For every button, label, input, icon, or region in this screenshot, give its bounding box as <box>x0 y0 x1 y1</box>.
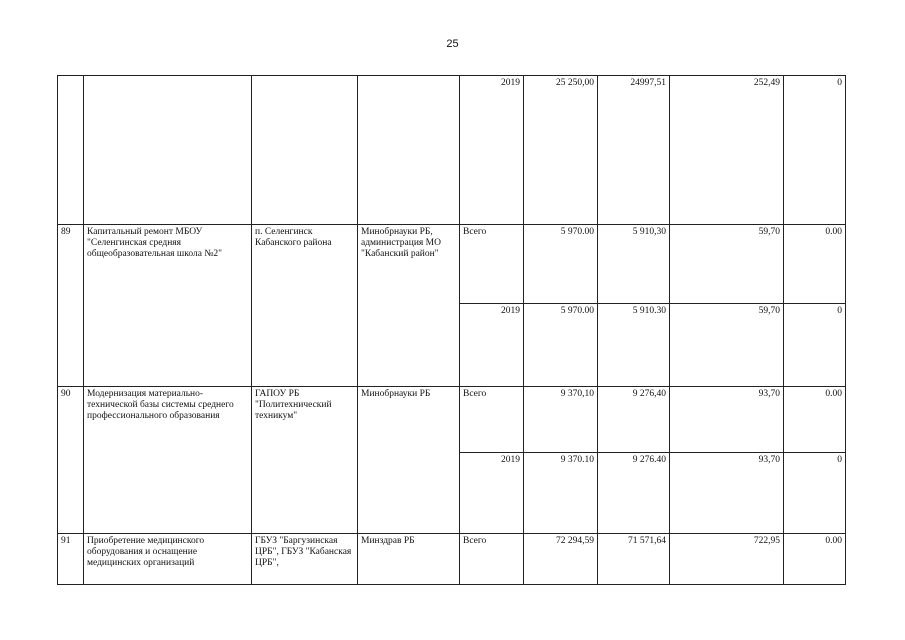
cell-regional: 59,70 <box>670 304 784 387</box>
cell-period: Всего <box>460 225 524 304</box>
cell-num: 89 <box>58 225 84 387</box>
table-row-89 <box>58 225 846 304</box>
cell-total: 5 970.00 <box>524 225 598 304</box>
cell-local: 0 <box>784 304 846 387</box>
cell-local: 0 <box>784 76 846 225</box>
cell-period: 2019 <box>460 76 524 225</box>
table-row-continuation <box>58 76 846 225</box>
cell-federal: 71 571,64 <box>598 534 670 585</box>
cell-responsible: Минобрнауки РБ <box>358 387 460 534</box>
cell-num <box>58 76 84 225</box>
table-row-91 <box>58 534 846 585</box>
cell-local: 0.00 <box>784 387 846 453</box>
cell-responsible: Минобрнауки РБ, администрация МО "Кабанский район" <box>358 225 460 387</box>
cell-name <box>84 76 252 225</box>
cell-total: 9 370,10 <box>524 387 598 453</box>
cell-local: 0.00 <box>784 534 846 585</box>
cell-regional: 722,95 <box>670 534 784 585</box>
cell-responsible: Минздрав РБ <box>358 534 460 585</box>
budget-table <box>57 75 846 585</box>
table-row-90 <box>58 387 846 453</box>
cell-num: 90 <box>58 387 84 534</box>
cell-name: Приобретение медицинского оборудования и оснащение медицинских организаций <box>84 534 252 585</box>
cell-period: 2019 <box>460 304 524 387</box>
cell-local: 0 <box>784 453 846 534</box>
cell-total: 72 294,59 <box>524 534 598 585</box>
cell-period: Всего <box>460 387 524 453</box>
cell-local: 0.00 <box>784 225 846 304</box>
cell-federal: 9 276,40 <box>598 387 670 453</box>
cell-location: ГБУЗ "Баргузинская ЦРБ", ГБУЗ "Кабанская ЦРБ", <box>252 534 358 585</box>
cell-regional: 93,70 <box>670 387 784 453</box>
cell-total: 5 970.00 <box>524 304 598 387</box>
page-number: 25 <box>446 38 459 50</box>
cell-location: ГАПОУ РБ "Политехнический техникум" <box>252 387 358 534</box>
cell-responsible <box>358 76 460 225</box>
cell-federal: 5 910.30 <box>598 304 670 387</box>
cell-regional: 93,70 <box>670 453 784 534</box>
cell-period: Всего <box>460 534 524 585</box>
cell-period: 2019 <box>460 453 524 534</box>
cell-total: 25 250,00 <box>524 76 598 225</box>
cell-location <box>252 76 358 225</box>
cell-name: Модернизация материально-технической базы системы среднего профессионального образования <box>84 387 252 534</box>
cell-name: Капитальный ремонт МБОУ "Селенгинская средняя общеобразовательная школа №2" <box>84 225 252 387</box>
cell-total: 9 370.10 <box>524 453 598 534</box>
cell-location: п. Селенгинск Кабанского района <box>252 225 358 387</box>
cell-regional: 252,49 <box>670 76 784 225</box>
cell-regional: 59,70 <box>670 225 784 304</box>
cell-federal: 24997,51 <box>598 76 670 225</box>
cell-num: 91 <box>58 534 84 585</box>
cell-federal: 9 276.40 <box>598 453 670 534</box>
cell-federal: 5 910,30 <box>598 225 670 304</box>
